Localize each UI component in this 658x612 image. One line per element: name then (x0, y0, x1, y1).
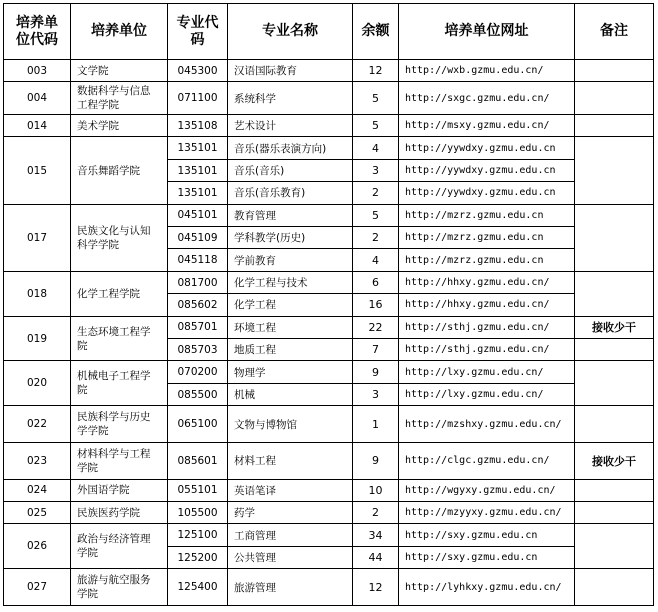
unit-url: http://lxy.gzmu.edu.cn/ (399, 383, 575, 405)
header-major-name: 专业名称 (228, 4, 353, 60)
unit-name: 材料科学与工程学院 (71, 442, 168, 479)
major-name: 艺术设计 (228, 115, 353, 137)
note-cell (575, 137, 654, 204)
table-row (4, 82, 654, 115)
unit-url: http://msxy.gzmu.edu.cn/ (399, 115, 575, 137)
unit-url: http://yywdxy.gzmu.edu.cn (399, 182, 575, 204)
table-row (4, 569, 654, 606)
unit-name: 政治与经济管理学院 (71, 524, 168, 569)
remaining-count: 5 (353, 82, 399, 115)
unit-code: 025 (4, 502, 71, 524)
unit-url: http://lxy.gzmu.edu.cn/ (399, 361, 575, 383)
table-row (4, 406, 654, 443)
unit-name: 生态环境工程学院 (71, 316, 168, 361)
unit-url: http://sxgc.gzmu.edu.cn/ (399, 82, 575, 115)
major-name: 环境工程 (228, 316, 353, 338)
note-cell: 接收少干 (575, 316, 654, 338)
major-code: 045109 (168, 227, 228, 249)
unit-name: 化学工程学院 (71, 271, 168, 316)
unit-code: 020 (4, 361, 71, 406)
unit-code: 023 (4, 442, 71, 479)
unit-url: http://mzrz.gzmu.edu.cn (399, 204, 575, 226)
unit-code: 003 (4, 60, 71, 82)
unit-code: 022 (4, 406, 71, 443)
major-name: 文物与博物馆 (228, 406, 353, 443)
unit-url: http://mzshxy.gzmu.edu.cn/ (399, 406, 575, 443)
header-row (4, 4, 654, 60)
table-row (4, 361, 654, 383)
header-unit-name: 培养单位 (71, 4, 168, 60)
major-code: 135101 (168, 182, 228, 204)
remaining-count: 10 (353, 479, 399, 501)
header-note: 备注 (575, 4, 654, 60)
unit-url: http://yywdxy.gzmu.edu.cn (399, 137, 575, 159)
major-name: 工商管理 (228, 524, 353, 546)
remaining-count: 2 (353, 502, 399, 524)
unit-url: http://hhxy.gzmu.edu.cn/ (399, 271, 575, 293)
note-cell (575, 204, 654, 271)
major-code: 125200 (168, 546, 228, 568)
major-name: 音乐(器乐表演方向) (228, 137, 353, 159)
major-code: 125100 (168, 524, 228, 546)
unit-url: http://sxy.gzmu.edu.cn (399, 524, 575, 546)
remaining-count: 2 (353, 182, 399, 204)
unit-name: 民族文化与认知科学学院 (71, 204, 168, 271)
table-row (4, 524, 654, 546)
unit-code: 024 (4, 479, 71, 501)
remaining-count: 12 (353, 60, 399, 82)
note-cell (575, 271, 654, 316)
unit-name: 美术学院 (71, 115, 168, 137)
major-name: 化学工程 (228, 294, 353, 316)
major-name: 系统科学 (228, 82, 353, 115)
major-code: 081700 (168, 271, 228, 293)
remaining-count: 1 (353, 406, 399, 443)
remaining-count: 44 (353, 546, 399, 568)
unit-url: http://yywdxy.gzmu.edu.cn (399, 159, 575, 181)
remaining-count: 22 (353, 316, 399, 338)
unit-name: 音乐舞蹈学院 (71, 137, 168, 204)
unit-name: 民族科学与历史学学院 (71, 406, 168, 443)
major-name: 学前教育 (228, 249, 353, 271)
unit-url: http://mzrz.gzmu.edu.cn (399, 227, 575, 249)
unit-code: 015 (4, 137, 71, 204)
table-row (4, 204, 654, 226)
remaining-count: 9 (353, 442, 399, 479)
major-name: 学科教学(历史) (228, 227, 353, 249)
major-code: 045300 (168, 60, 228, 82)
major-code: 055101 (168, 479, 228, 501)
unit-url: http://hhxy.gzmu.edu.cn/ (399, 294, 575, 316)
major-name: 公共管理 (228, 546, 353, 568)
remaining-count: 4 (353, 137, 399, 159)
unit-url: http://mzrz.gzmu.edu.cn (399, 249, 575, 271)
major-code: 071100 (168, 82, 228, 115)
unit-code: 014 (4, 115, 71, 137)
table-row (4, 502, 654, 524)
major-name: 旅游管理 (228, 569, 353, 606)
unit-code: 019 (4, 316, 71, 361)
table-row (4, 271, 654, 293)
unit-url: http://sthj.gzmu.edu.cn/ (399, 339, 575, 361)
header-major-code: 专业代码 (168, 4, 228, 60)
unit-url: http://sxy.gzmu.edu.cn (399, 546, 575, 568)
remaining-count: 3 (353, 159, 399, 181)
major-code: 085601 (168, 442, 228, 479)
unit-name: 旅游与航空服务学院 (71, 569, 168, 606)
major-code: 045101 (168, 204, 228, 226)
table-row (4, 479, 654, 501)
major-code: 105500 (168, 502, 228, 524)
remaining-count: 5 (353, 115, 399, 137)
admission-quota-table (3, 3, 654, 606)
note-cell (575, 60, 654, 82)
table-row (4, 442, 654, 479)
note-cell (575, 479, 654, 501)
unit-code: 017 (4, 204, 71, 271)
remaining-count: 12 (353, 569, 399, 606)
remaining-count: 3 (353, 383, 399, 405)
unit-code: 026 (4, 524, 71, 569)
note-cell (575, 82, 654, 115)
major-code: 125400 (168, 569, 228, 606)
unit-url: http://wxb.gzmu.edu.cn/ (399, 60, 575, 82)
table-row (4, 316, 654, 338)
major-name: 地质工程 (228, 339, 353, 361)
remaining-count: 4 (353, 249, 399, 271)
major-code: 135101 (168, 159, 228, 181)
table-row (4, 115, 654, 137)
remaining-count: 7 (353, 339, 399, 361)
unit-name: 民族医药学院 (71, 502, 168, 524)
major-name: 汉语国际教育 (228, 60, 353, 82)
remaining-count: 9 (353, 361, 399, 383)
header-unit-code: 培养单位代码 (4, 4, 71, 60)
note-cell (575, 361, 654, 406)
major-name: 音乐(音乐教育) (228, 182, 353, 204)
major-name: 药学 (228, 502, 353, 524)
unit-code: 018 (4, 271, 71, 316)
unit-url: http://sthj.gzmu.edu.cn/ (399, 316, 575, 338)
major-code: 045118 (168, 249, 228, 271)
note-cell (575, 569, 654, 606)
unit-url: http://clgc.gzmu.edu.cn/ (399, 442, 575, 479)
major-code: 085602 (168, 294, 228, 316)
unit-url: http://wgyxy.gzmu.edu.cn/ (399, 479, 575, 501)
major-name: 机械 (228, 383, 353, 405)
major-name: 音乐(音乐) (228, 159, 353, 181)
unit-name: 外国语学院 (71, 479, 168, 501)
remaining-count: 6 (353, 271, 399, 293)
unit-url: http://mzyyxy.gzmu.edu.cn/ (399, 502, 575, 524)
remaining-count: 34 (353, 524, 399, 546)
remaining-count: 2 (353, 227, 399, 249)
major-name: 教育管理 (228, 204, 353, 226)
major-code: 085701 (168, 316, 228, 338)
major-name: 化学工程与技术 (228, 271, 353, 293)
header-remaining: 余额 (353, 4, 399, 60)
unit-code: 004 (4, 82, 71, 115)
remaining-count: 5 (353, 204, 399, 226)
header-url: 培养单位网址 (399, 4, 575, 60)
major-name: 英语笔译 (228, 479, 353, 501)
note-cell (575, 502, 654, 524)
note-cell (575, 524, 654, 569)
major-code: 085703 (168, 339, 228, 361)
note-cell (575, 115, 654, 137)
major-name: 物理学 (228, 361, 353, 383)
table-row (4, 60, 654, 82)
major-code: 065100 (168, 406, 228, 443)
major-code: 070200 (168, 361, 228, 383)
major-code: 135108 (168, 115, 228, 137)
major-code: 135101 (168, 137, 228, 159)
major-name: 材料工程 (228, 442, 353, 479)
remaining-count: 16 (353, 294, 399, 316)
unit-name: 数据科学与信息工程学院 (71, 82, 168, 115)
table-row (4, 137, 654, 159)
unit-name: 机械电子工程学院 (71, 361, 168, 406)
note-cell (575, 339, 654, 361)
unit-url: http://lyhkxy.gzmu.edu.cn/ (399, 569, 575, 606)
unit-code: 027 (4, 569, 71, 606)
note-cell: 接收少干 (575, 442, 654, 479)
note-cell (575, 406, 654, 443)
unit-name: 文学院 (71, 60, 168, 82)
major-code: 085500 (168, 383, 228, 405)
